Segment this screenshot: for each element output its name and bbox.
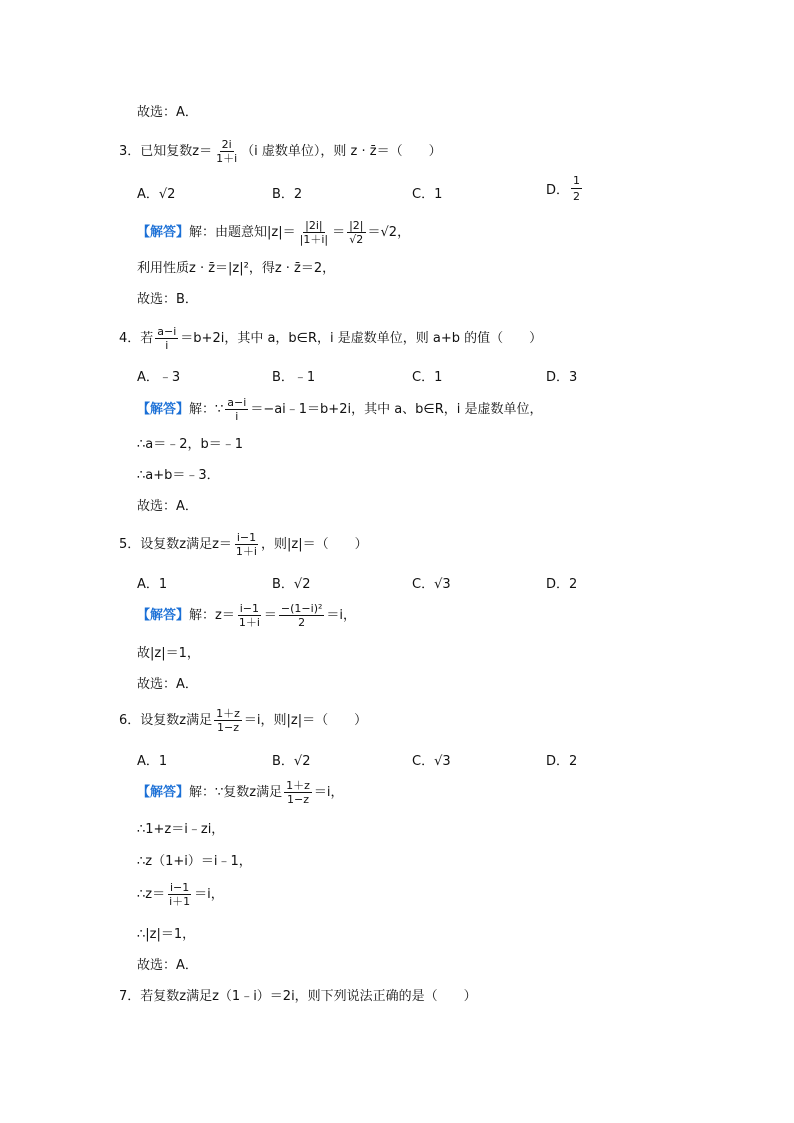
option-c	[412, 183, 442, 202]
denominator: 1−z	[287, 793, 310, 806]
option-d	[546, 573, 577, 592]
fraction	[234, 532, 259, 557]
numerator: i−1	[170, 881, 190, 894]
denominator: 2	[573, 190, 581, 203]
question-5-stem	[119, 532, 368, 557]
text: ＝i，则|z|＝（ ）	[243, 713, 368, 728]
text: ∴z（1+i）＝i﹣1，	[137, 854, 252, 869]
answer-block-5	[137, 603, 356, 628]
question-7-stem	[119, 990, 477, 1003]
question-6-stem	[119, 708, 367, 733]
numerator: i−1	[239, 602, 260, 615]
answer-line	[137, 928, 195, 941]
option-text: D．2	[546, 577, 578, 592]
option-c	[412, 366, 442, 385]
denominator: 1＋i	[235, 545, 257, 558]
option-b	[272, 366, 315, 385]
denominator: √2	[349, 233, 364, 246]
question-4-stem	[119, 326, 542, 351]
option-text: C．1	[412, 187, 443, 202]
answer-line	[137, 438, 243, 451]
answer-block-3	[137, 220, 410, 245]
text: ＝i，	[194, 887, 224, 902]
text: 4．若	[119, 331, 154, 346]
answer-conclusion	[137, 293, 198, 306]
option-d	[546, 174, 584, 203]
numerator: |2i|	[305, 219, 323, 232]
answer-line	[137, 469, 220, 482]
fraction	[279, 603, 324, 628]
numerator: 1	[573, 174, 581, 187]
option-text: B．﹣1	[272, 370, 316, 385]
answer-line	[137, 882, 224, 907]
text: ＝−ai﹣1＝b+2i，其中 a、b∈R，i 是虚数单位，	[250, 402, 543, 417]
text: ∴z＝	[137, 887, 166, 902]
denominator: 1＋i	[238, 616, 260, 629]
answer-tag: 【解答】	[137, 608, 190, 623]
text: 故选：A．	[137, 105, 198, 120]
option-text: A．﹣3	[137, 370, 181, 385]
answer-conclusion	[137, 500, 198, 513]
fraction	[298, 220, 330, 245]
answer-block-4	[137, 397, 543, 422]
answer-conclusion	[137, 959, 198, 972]
numerator: a−i	[157, 325, 177, 338]
numerator: a−i	[227, 396, 247, 409]
fraction	[214, 708, 242, 733]
numerator: −(1−i)²	[280, 602, 323, 615]
denominator: i＋1	[169, 895, 191, 908]
text: ＝	[263, 608, 277, 623]
numerator: i−1	[236, 531, 257, 544]
text: （i 虚数单位），则 z · z̄＝（ ）	[241, 144, 442, 159]
option-a	[137, 750, 167, 769]
option-text: C．1	[412, 370, 443, 385]
text: ∴|z|＝1，	[137, 927, 196, 942]
text: ＝	[332, 225, 346, 240]
option-text: D．	[546, 183, 570, 198]
text: 故|z|＝1，	[137, 646, 200, 661]
answer-line	[137, 262, 335, 275]
fraction	[214, 139, 239, 164]
fraction	[237, 603, 262, 628]
option-d	[546, 750, 577, 769]
option-text: B．2	[272, 187, 303, 202]
denominator: 1−z	[217, 721, 239, 734]
option-a	[137, 183, 175, 202]
text: 解：由题意知|z|＝	[189, 225, 296, 240]
answer-tag: 【解答】	[137, 225, 190, 240]
text: 解：∵	[189, 402, 224, 417]
answer-line	[137, 855, 252, 868]
fraction	[155, 326, 178, 351]
fraction	[225, 397, 248, 422]
option-text: A．√2	[137, 187, 176, 202]
option-d	[546, 366, 577, 385]
numerator: 2i	[221, 138, 232, 151]
text: ∴a+b＝﹣3．	[137, 468, 220, 483]
text: ＝i，	[326, 608, 357, 623]
text: 故选：B．	[137, 292, 198, 307]
option-b	[272, 750, 310, 769]
text: ＝b+2i，其中 a，b∈R，i 是虚数单位，则 a+b 的值（ ）	[180, 331, 543, 346]
numerator: 1＋z	[216, 707, 240, 720]
text: ，则|z|＝（ ）	[260, 537, 368, 552]
option-c	[412, 573, 451, 592]
option-text: A．1	[137, 577, 168, 592]
option-text: C．√3	[412, 754, 451, 769]
answer-line	[137, 647, 200, 660]
text: 故选：A．	[137, 958, 198, 973]
fraction	[284, 780, 312, 805]
option-text: D．3	[546, 370, 578, 385]
answer-line	[137, 823, 224, 836]
denominator: |1＋i|	[299, 233, 329, 246]
text: 解：z＝	[189, 608, 235, 623]
numerator: |2|	[349, 219, 364, 232]
answer-conclusion	[137, 106, 198, 119]
denominator: i	[165, 339, 169, 352]
answer-conclusion	[137, 678, 198, 691]
text: 5．设复数z满足z＝	[119, 537, 232, 552]
fraction	[571, 174, 582, 203]
option-a	[137, 573, 167, 592]
option-c	[412, 750, 451, 769]
answer-tag: 【解答】	[137, 785, 190, 800]
option-b	[272, 183, 302, 202]
text: 7．若复数z满足z（1﹣i）＝2i，则下列说法正确的是（ ）	[119, 989, 477, 1004]
option-text: C．√3	[412, 577, 451, 592]
denominator: 2	[298, 616, 306, 629]
fraction	[167, 882, 192, 907]
text: ∴a＝﹣2，b＝﹣1	[137, 437, 244, 452]
numerator: 1＋z	[286, 779, 310, 792]
option-text: A．1	[137, 754, 168, 769]
option-b	[272, 573, 310, 592]
option-text: B．√2	[272, 754, 311, 769]
text: 故选：A．	[137, 499, 198, 514]
text: ∴1+z＝i﹣zi，	[137, 822, 225, 837]
option-text: D．2	[546, 754, 578, 769]
text: 3．已知复数z＝	[119, 144, 213, 159]
fraction	[347, 220, 365, 245]
text: 故选：A．	[137, 677, 198, 692]
question-3-stem	[119, 139, 442, 164]
text: 6．设复数z满足	[119, 713, 213, 728]
text: ＝i，	[313, 785, 344, 800]
option-text: B．√2	[272, 577, 311, 592]
denominator: i	[235, 410, 239, 423]
text: 利用性质z · z̄＝|z|²，得z · z̄＝2，	[137, 261, 336, 276]
text: 解：∵复数z满足	[189, 785, 283, 800]
answer-tag: 【解答】	[137, 402, 190, 417]
option-a	[137, 366, 180, 385]
text: ＝√2，	[367, 225, 411, 240]
answer-block-6	[137, 780, 344, 805]
denominator: 1＋i	[216, 152, 238, 165]
